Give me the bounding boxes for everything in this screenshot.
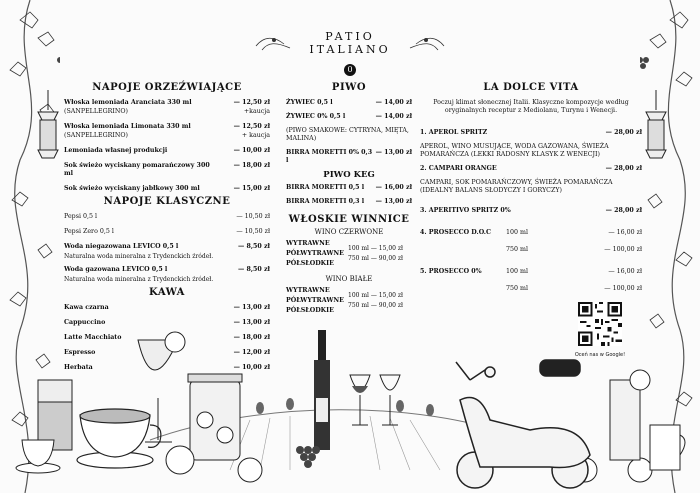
wine-price: 750 ml — 90,00 zł xyxy=(348,255,403,262)
menu-item: BIRRA MORETTI 0,5 l — 16,00 zł xyxy=(286,184,412,191)
wine-label: PÓŁWYTRAWNE xyxy=(286,297,344,304)
drink-item: 1. APEROL SPRITZ — 28,00 zł APEROL, WINO MUSUJĄCE, WODA GAZOWANA, ŚWIEŻA POMARAŃCZA (LEKKI RADOSNY KLASYK Z WENECJI) xyxy=(420,129,642,158)
menu-item-sub: (SANPELLEGRINO) +kaucja xyxy=(64,108,270,115)
flourish-right xyxy=(406,32,446,56)
wine-bottle-icon xyxy=(314,330,330,450)
scooter-icon xyxy=(456,360,590,488)
menu-item-note: Naturalna woda mineralna z Trydenckich źródeł. xyxy=(64,276,214,283)
menu-item: ŻYWIEC 0% 0,5 l — 14,00 zł xyxy=(286,113,412,120)
drink-item: 3. APERITIVO SPRITZ 0% — 28,00 zł xyxy=(420,207,642,214)
intro-text: Poczuj klimat słonecznej Italii. Klasyczne kompozycje według oryginalnych receptur z Mediolanu, Turynu i Wenecji. xyxy=(433,99,629,114)
menu-item: Woda niegazowana LEVICO 0,5 l — 8,50 zł xyxy=(64,243,270,250)
wine-white-title: WINO BIAŁE xyxy=(325,275,373,283)
menu-item: Herbata — 10,00 zł xyxy=(64,364,270,371)
menu-item: Espresso — 12,00 zł xyxy=(64,349,270,356)
menu-item-note: Naturalna woda mineralna z Trydenckich źródeł. xyxy=(64,253,214,260)
wine-red-title: WINO CZERWONE xyxy=(314,228,384,236)
header xyxy=(260,30,440,74)
menu-item: Woda gazowana LEVICO 0,5 l — 8,50 zł xyxy=(64,266,270,273)
wine-price: 100 ml — 15,00 zł xyxy=(348,292,403,299)
section-title: WŁOSKIE WINNICE xyxy=(288,214,410,225)
flourish-left xyxy=(254,32,294,56)
menu-item: Cappuccino — 13,00 zł xyxy=(64,319,270,326)
qr-caption: Oceń nas w Google! xyxy=(574,352,626,358)
menu-item: Sok świeżo wyciskany pomarańczowy 300 ml — 18,00 zł xyxy=(64,162,270,177)
prosecco-item: 5. PROSECCO 0% 100 ml — 16,00 zł 750 ml — 100,00 zł xyxy=(420,268,642,292)
menu-item: Pepsi Zero 0,5 l — 10,50 zł xyxy=(64,228,270,235)
wine-label: WYTRAWNE xyxy=(286,240,330,247)
section-title: PIWO KEG xyxy=(323,170,375,180)
column-middle xyxy=(286,84,412,322)
menu-item: ŻYWIEC 0,5 l — 14,00 zł xyxy=(286,99,412,106)
wine-label: PÓŁWYTRAWNE xyxy=(286,250,344,257)
wine-label: WYTRAWNE xyxy=(286,287,330,294)
brand-line-1: PATIO xyxy=(325,30,375,43)
wine-price: 100 ml — 15,00 zł xyxy=(348,245,403,252)
brand-line-2: ITALIANO xyxy=(309,43,391,56)
column-right xyxy=(420,84,642,293)
menu-item: Lemoniada własnej produkcji — 10,00 zł xyxy=(64,147,270,154)
wine-price: 750 ml — 90,00 zł xyxy=(348,302,403,309)
menu-item: Pepsi 0,5 l — 10,50 zł xyxy=(64,213,270,220)
wine-label: PÓŁSŁODKIE xyxy=(286,307,334,314)
wine-label: PÓŁSŁODKIE xyxy=(286,260,334,267)
section-title: KAWA xyxy=(149,287,185,298)
wine-red-block xyxy=(286,239,412,269)
menu-item: BIRRA MORETTI 0% 0,3 l — 13,00 zł xyxy=(286,149,412,164)
menu-item: BIRRA MORETTI 0,3 l — 13,00 zł xyxy=(286,198,412,205)
bottom-illustration xyxy=(0,320,700,493)
prosecco-item: 4. PROSECCO D.O.C 100 ml — 16,00 zł 750 ml — 100,00 zł xyxy=(420,229,642,253)
menu-item-sub: (SANPELLEGRINO) + kaucja xyxy=(64,132,270,139)
drink-item: 2. CAMPARI ORANGE — 28,00 zł CAMPARI, SOK POMARAŃCZOWY, ŚWIEŻA POMARAŃCZA (IDEALNY BALANS SŁODYCZY I GORYCZY) xyxy=(420,165,642,194)
menu-item: Włoska lemoniada Aranciata 330 ml — 12,50 zł xyxy=(64,99,270,106)
menu-item: (PIWO SMAKOWE: CYTRYNA, MIĘTA, MALINA) xyxy=(286,127,409,142)
brand-emblem: 0 xyxy=(344,64,356,76)
section-title: LA DOLCE VITA xyxy=(483,82,579,93)
section-title: PIWO xyxy=(331,82,367,93)
section-title: NAPOJE KLASYCZNE xyxy=(103,196,231,207)
wine-white-block xyxy=(286,286,412,316)
menu-item: Kawa czarna — 13,00 zł xyxy=(64,304,270,311)
menu-item: Włoska lemoniada Limonata 330 ml — 12,50 zł xyxy=(64,123,270,130)
menu-item: Sok świeżo wyciskany jabłkowy 300 ml — 15,00 zł xyxy=(64,185,270,192)
menu-item: Latte Macchiato — 18,00 zł xyxy=(64,334,270,341)
section-title: NAPOJE ORZEŹWIAJĄCE xyxy=(92,82,242,93)
